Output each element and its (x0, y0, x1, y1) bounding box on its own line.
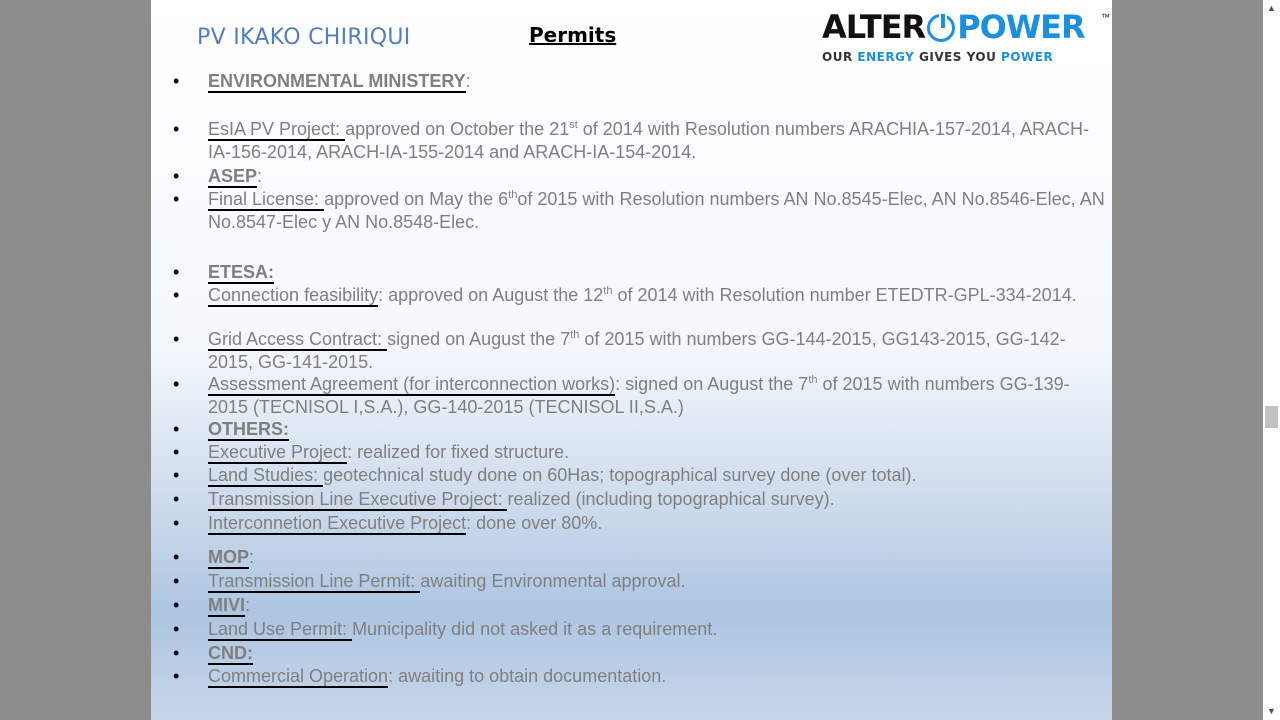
bullet: • (173, 419, 180, 439)
alterpower-logo (818, 6, 1112, 66)
bullet: • (173, 285, 180, 305)
tagline-gives-you: GIVES YOU (914, 50, 1002, 64)
bullet: • (173, 619, 180, 639)
tagline-energy: ENERGY (857, 50, 915, 64)
list-item: • Executive Project: realized for fixed structure. (173, 442, 570, 462)
list-item: • Assessment Agreement (for interconnection works): signed on August the 7th of 2015 with numbers GG-139-2015 (TECNISOL I,S.A.), GG-140-2015 (TECNISOL II,S.A.) (173, 374, 1070, 417)
bullet: • (173, 166, 180, 186)
list-item-heading: • CND: (173, 643, 253, 663)
list-item: • Interconnetion Executive Project: done over 80%. (173, 513, 603, 533)
bullet: • (173, 374, 180, 394)
vertical-scrollbar[interactable] (1263, 0, 1280, 720)
list-item-heading: • OTHERS: (173, 419, 289, 439)
tagline-our: OUR (822, 50, 858, 64)
list-item-heading: • MOP: (173, 547, 255, 567)
scrollbar-thumb[interactable] (1265, 406, 1278, 428)
slide-subtitle: Permits (529, 23, 617, 47)
logo-power-text: POWER (957, 8, 1085, 46)
list-item: • Transmission Line Executive Project: realized (including topographical survey). (173, 489, 835, 509)
list-item: • Final License: approved on May the 6thof 2015 with Resolution numbers AN No.8545-Elec, AN No.8546-Elec, AN No.8547-Elec y AN No.8548-Elec. (173, 189, 1105, 232)
list-item: • EsIA PV Project: approved on October the 21st of 2014 with Resolution numbers ARACHIA-157-2014, ARACH-IA-156-2014, ARACH-IA-155-2014 and ARACH-IA-154-2014. (173, 119, 1090, 162)
logo-alter-text: ALTER (822, 8, 926, 46)
list-item: • Grid Access Contract: signed on August the 7th of 2015 with numbers GG-144-2015, GG143-2015, GG-142-2015, GG-141-2015. (173, 329, 1066, 372)
logo-tagline (822, 50, 1053, 64)
bullet: • (173, 119, 180, 139)
list-item: • Transmission Line Permit: awaiting Environmental approval. (173, 571, 686, 591)
slide-title: PV IKAKO CHIRIQUI (197, 25, 411, 50)
list-item-heading: • ETESA: (173, 262, 275, 282)
logo-wordmark (822, 8, 1085, 46)
bullet: • (173, 513, 180, 533)
bullet: • (173, 571, 180, 591)
list-item: • Land Studies: geotechnical study done on 60Has; topographical survey done (over total). (173, 465, 917, 485)
list-item-heading: • ASEP: (173, 166, 263, 186)
scroll-down-icon[interactable]: ▼ (1267, 706, 1276, 716)
bullet: • (173, 71, 180, 91)
bullet: • (173, 189, 180, 209)
bullet: • (173, 465, 180, 485)
bullet: • (173, 262, 180, 282)
list-item-heading: • ENVIRONMENTAL MINISTERY: (173, 71, 471, 91)
tagline-power: POWER (1001, 50, 1054, 64)
bullet: • (173, 329, 180, 349)
bullet: • (173, 547, 180, 567)
bullet: • (173, 643, 180, 663)
bullet: • (173, 489, 180, 509)
bullet: • (173, 595, 180, 615)
scroll-up-icon[interactable]: ▲ (1267, 3, 1276, 13)
bullet: • (173, 666, 180, 686)
trademark-symbol: ™ (1101, 12, 1110, 22)
bullet: • (173, 442, 180, 462)
slide (151, 0, 1112, 720)
list-item: • Land Use Permit: Municipality did not asked it as a requirement. (173, 619, 718, 639)
list-item: • Connection feasibility: approved on August the 12th of 2014 with Resolution number ETEDTR-GPL-334-2014. (173, 285, 1077, 305)
power-icon (927, 14, 955, 42)
list-item-heading: • MIVI: (173, 595, 251, 615)
list-item: • Commercial Operation: awaiting to obtain documentation. (173, 666, 667, 686)
